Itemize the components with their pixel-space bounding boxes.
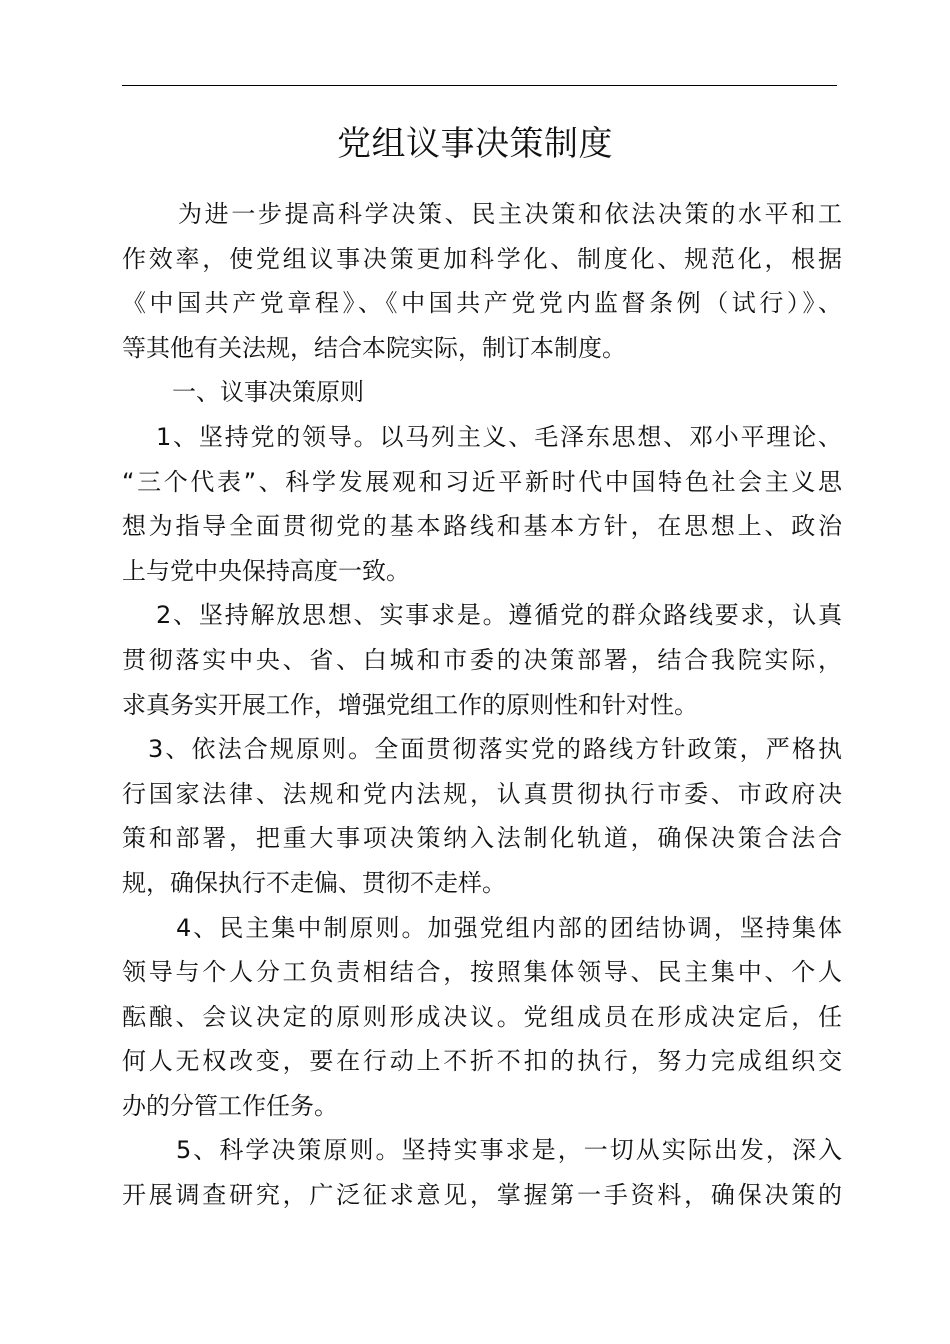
- header-rule: [122, 85, 837, 86]
- paragraph-line: 求真务实开展工作，增强党组工作的原则性和针对性。: [122, 690, 698, 719]
- section-heading: 一、议事决策原则: [172, 378, 364, 407]
- paragraph-line: 作效率，使党组议事决策更加科学化、制度化、规范化，根据: [122, 244, 842, 273]
- page-title: 党组议事决策制度: [337, 124, 613, 164]
- paragraph-line: 行国家法律、法规和党内法规，认真贯彻执行市委、市政府决: [122, 779, 842, 808]
- paragraph-line: 5、科学决策原则。坚持实事求是，一切从实际出发，深入: [176, 1136, 842, 1165]
- paragraph-line: 1、坚持党的领导。以马列主义、毛泽东思想、邓小平理论、: [156, 422, 842, 451]
- paragraph-line: 4、民主集中制原则。加强党组内部的团结协调，坚持集体: [176, 913, 842, 942]
- paragraph-line: 为进一步提高科学决策、民主决策和依法决策的水平和工: [178, 200, 842, 228]
- paragraph-line: 策和部署，把重大事项决策纳入法制化轨道，确保决策合法合: [122, 824, 842, 853]
- paragraph-line: 想为指导全面贯彻党的基本路线和基本方针，在思想上、政治: [122, 512, 842, 541]
- paragraph-line: 规，确保执行不走偏、贯彻不走样。: [122, 868, 506, 897]
- paragraph-line: 上与党中央保持高度一致。: [122, 556, 410, 585]
- paragraph-line: 贯彻落实中央、省、白城和市委的决策部署，结合我院实际，: [122, 645, 842, 674]
- paragraph-line: 《中国共产党章程》、《中国共产党党内监督条例（试行）》、: [122, 289, 842, 318]
- body-text: [122, 192, 842, 1218]
- paragraph-line: 酝酿、会议决定的原则形成决议。党组成员在形成决定后，任: [122, 1002, 842, 1031]
- paragraph-line: 3、依法合规原则。全面贯彻落实党的路线方针政策，严格执: [148, 735, 842, 764]
- paragraph-line: 何人无权改变，要在行动上不折不扣的执行，努力完成组织交: [122, 1047, 842, 1076]
- paragraph-line: “三个代表”、科学发展观和习近平新时代中国特色社会主义思: [122, 467, 842, 496]
- paragraph-line: 2、坚持解放思想、实事求是。遵循党的群众路线要求，认真: [156, 601, 842, 630]
- paragraph-line: 办的分管工作任务。: [122, 1091, 338, 1120]
- paragraph-line: 开展调查研究，广泛征求意见，掌握第一手资料，确保决策的: [122, 1181, 842, 1210]
- paragraph-line: 等其他有关法规，结合本院实际，制订本制度。: [122, 333, 626, 362]
- paragraph-line: 领导与个人分工负责相结合，按照集体领导、民主集中、个人: [122, 958, 842, 987]
